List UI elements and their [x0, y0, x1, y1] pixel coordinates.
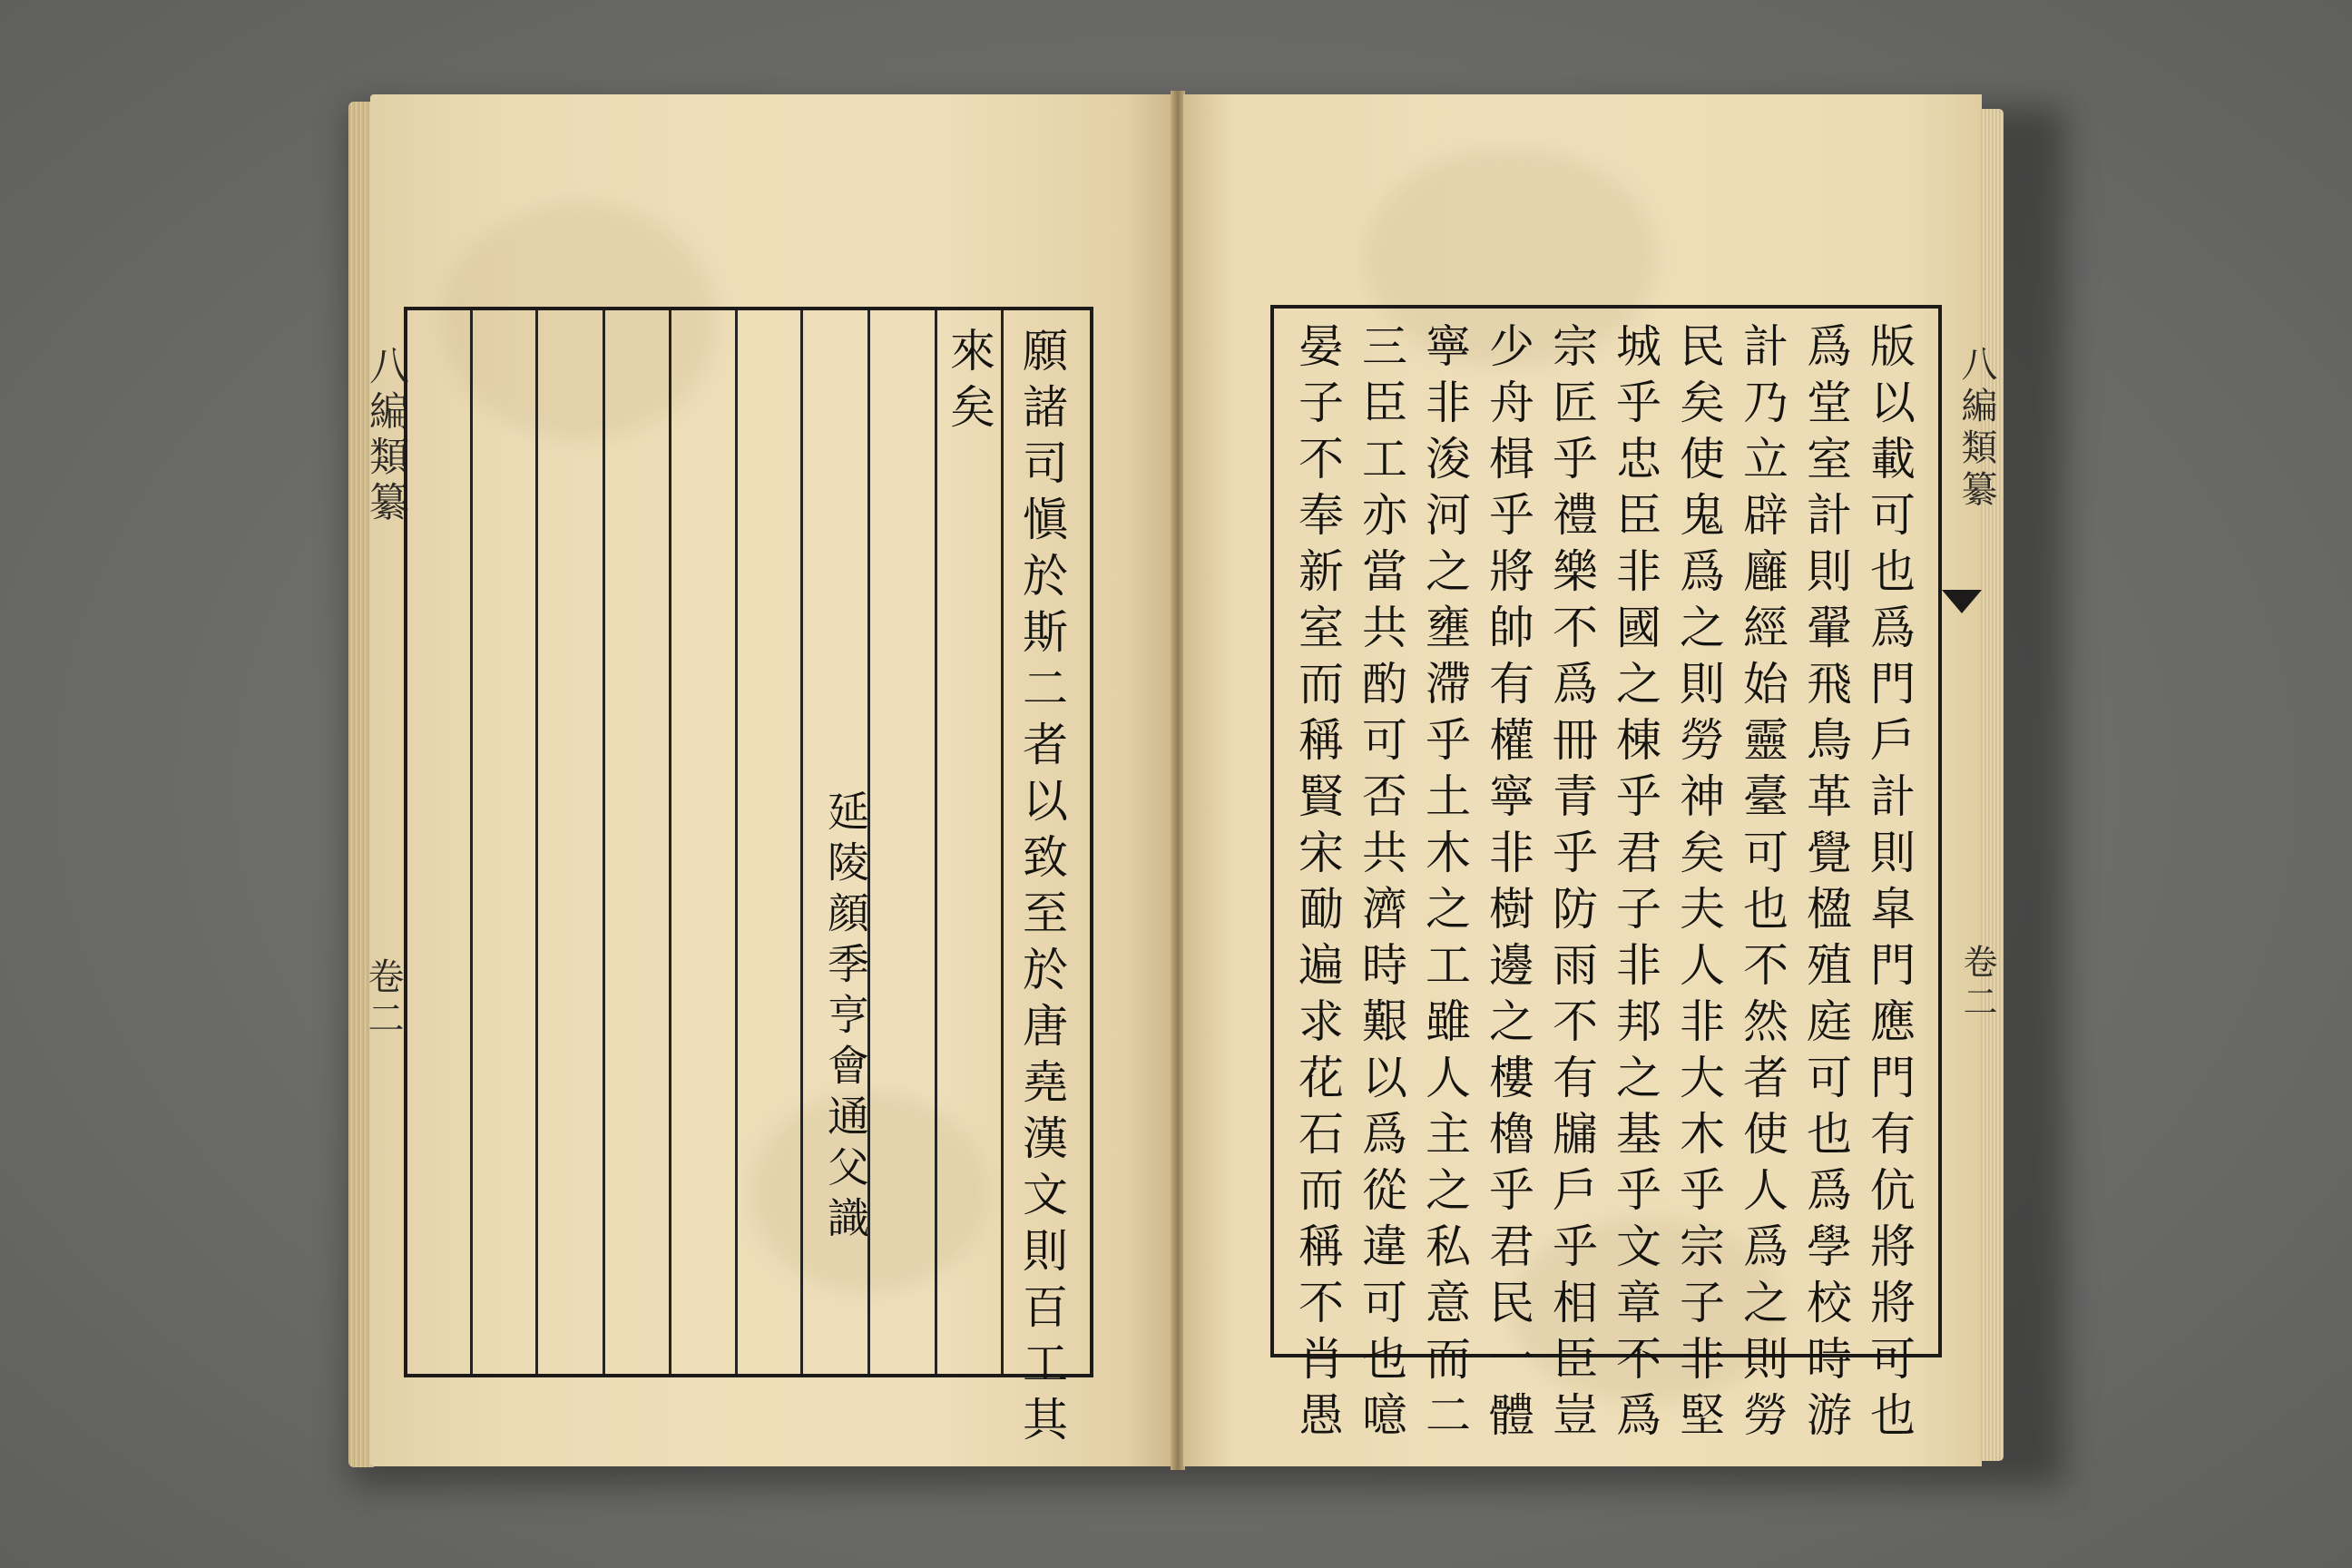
- column-rule: [603, 310, 605, 1374]
- column-rule: [470, 310, 473, 1374]
- colophon-signature: 延陵顔季亨會通父識: [821, 789, 870, 1247]
- text-column: 少舟楫乎將帥有權寧非樹邊之樓櫓乎君民一體: [1482, 322, 1534, 1447]
- column-rule: [535, 310, 538, 1374]
- text-column: 三臣工亦當共酌可否共濟時艱以爲從違可也噫: [1355, 322, 1407, 1447]
- fishtail-mark: [1942, 590, 1982, 613]
- text-column: 民矣使鬼爲之則勞神矣夫人非大木乎宗子非堅: [1672, 322, 1725, 1447]
- text-column: 計乃立辟廱經始靈臺可也不然者使人爲之則勞: [1736, 322, 1788, 1447]
- text-column: 寧非浚河之壅滯乎土木之工雖人主之私意而二: [1418, 322, 1471, 1447]
- right-page-edges: [1980, 109, 2004, 1461]
- column-rule: [1001, 310, 1004, 1374]
- right-margin-volume: 卷二: [1957, 944, 1997, 1024]
- left-margin-volume: 卷二: [362, 957, 404, 1041]
- text-column: 城乎忠臣非國之棟乎君子非邦之基乎文章不爲: [1609, 322, 1661, 1447]
- column-rule: [735, 310, 738, 1374]
- left-text-frame: [404, 307, 1093, 1377]
- right-margin-title: 八編類纂: [1955, 345, 1997, 512]
- column-rule: [669, 310, 671, 1374]
- text-column: 來矣: [943, 327, 995, 439]
- text-column: 願諸司愼於斯二者以致至於唐堯漢文則百工其: [1015, 327, 1068, 1452]
- text-column: 晏子不奉新室而稱賢宋勔遍求花石而稱不肖愚: [1291, 322, 1344, 1447]
- column-rule: [935, 310, 937, 1374]
- left-margin-title: 八編類纂: [362, 345, 408, 526]
- text-column: 版以載可也爲門戶計則皐門應門有伉將將可也: [1863, 322, 1916, 1447]
- text-column: 爲堂室計則翬飛鳥革覺楹殖庭可也爲學校時游: [1799, 322, 1852, 1447]
- column-rule: [800, 310, 803, 1374]
- text-column: 宗匠乎禮樂不爲冊青乎防雨不有牖戶乎相臣豈: [1545, 322, 1598, 1447]
